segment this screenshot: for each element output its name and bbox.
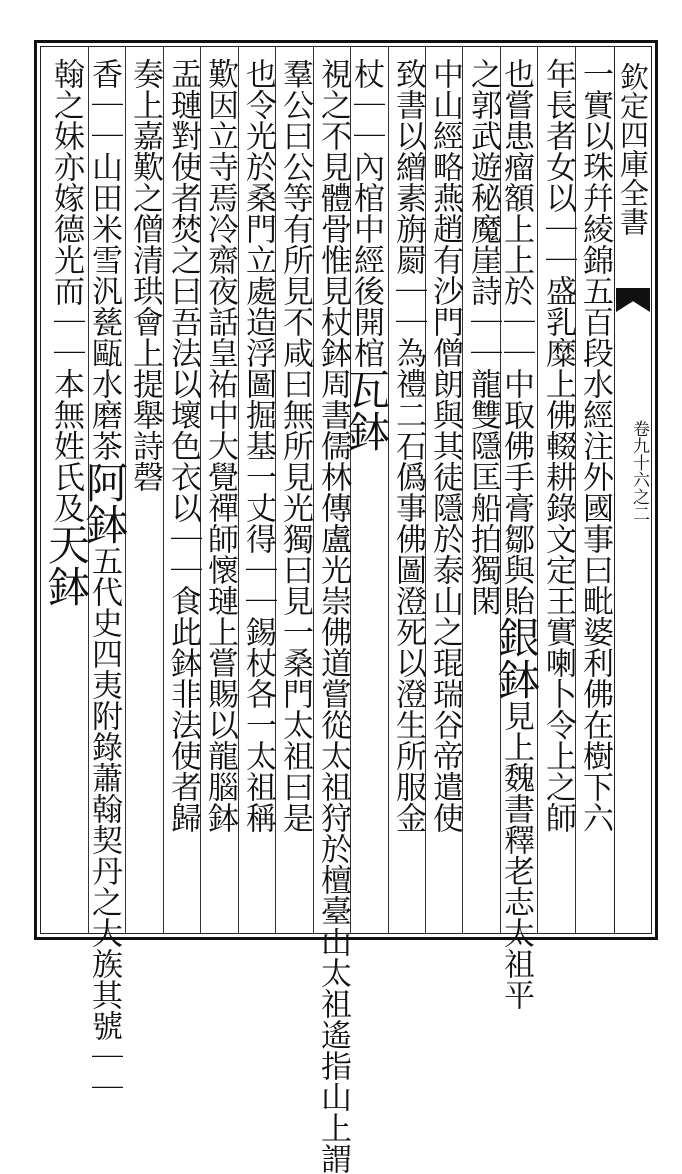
column-rule — [238, 46, 239, 934]
column-text: 香｜｜山田米雪汎甆甌水磨茶 — [86, 58, 122, 461]
text-column-8 — [315, 58, 351, 1174]
text-column-12: 盂璉對使者焚之曰吾法以壞色衣以｜｜食此鉢非法使者歸 — [165, 58, 201, 833]
text-column-9: 羣公曰公等有所見不咸曰無所見光獨曰見一桑門太祖曰是 — [277, 58, 313, 833]
section-heading-silver: 銀鉢 — [492, 616, 541, 700]
column-text: 視之不見體骨惟見杖鉢 — [315, 58, 351, 368]
section-heading-ana: 阿鉢 — [80, 461, 129, 545]
text-column-4: 之郭武遊秘魔崖詩｜｜龍雙隱匡船拍獨閑 — [465, 58, 501, 616]
column-text: 五代史四夷附錄蕭翰契丹之大族其號｜｜ — [86, 545, 122, 1103]
column-text: 周書儒林傳盧光崇佛道嘗從太祖狩於檀臺山太祖遙指山上謂 — [315, 368, 351, 1174]
column-rule — [388, 46, 389, 934]
text-column-10: 也令光於桑門立處造浮圖掘基一丈得｜｜錫杖各一太祖稱 — [240, 58, 276, 833]
section-heading-sky: 天鉢 — [42, 523, 91, 607]
text-column-14 — [80, 58, 129, 1103]
text-column-15 — [42, 58, 91, 918]
column-text: 也嘗患瘤額上上於｜｜中取佛手膏鄒與貽 — [498, 58, 534, 616]
book-title: 欽定四庫全書 — [616, 62, 650, 236]
column-text: 杖｜｜內棺中經後開棺 — [348, 58, 384, 368]
text-column-6: 致書以繒素旃罽｜｜為禮二石僞事佛圖澄死以澄生所服金 — [390, 58, 426, 833]
column-text: 奏上嘉歎之僧清珙會上提舉詩磬 — [127, 58, 163, 492]
text-column-7 — [342, 58, 391, 918]
column-rule — [313, 46, 314, 934]
text-column-3 — [492, 58, 541, 1010]
column-text: 見上魏書釋老志太祖平 — [498, 700, 534, 1010]
text-column-11: 歎因立寺焉冷齋夜話皇祐中大覺禪師懷璉上嘗賜以龍腦鉢 — [202, 58, 238, 833]
column-rule — [163, 46, 164, 934]
text-column-1: 一實以珠幷綾錦五百段水經注外國事曰毗婆利佛在樹下六 — [577, 58, 613, 833]
text-column-2: 年長者女以｜｜盛乳糜上佛輟耕錄文定王實喇卜令上之師 — [540, 58, 576, 833]
volume-label: 卷九十六之二 — [629, 420, 649, 522]
column-text: 翰之妹亦嫁德光而｜｜本無姓氏及 — [48, 58, 84, 523]
text-column-13 — [127, 58, 163, 918]
text-column-5: 中山經略燕趙有沙門僧朗與其徒隱於泰山之琨瑞谷帝遣使 — [427, 58, 463, 833]
section-heading-tile: 瓦鉢 — [342, 368, 391, 452]
